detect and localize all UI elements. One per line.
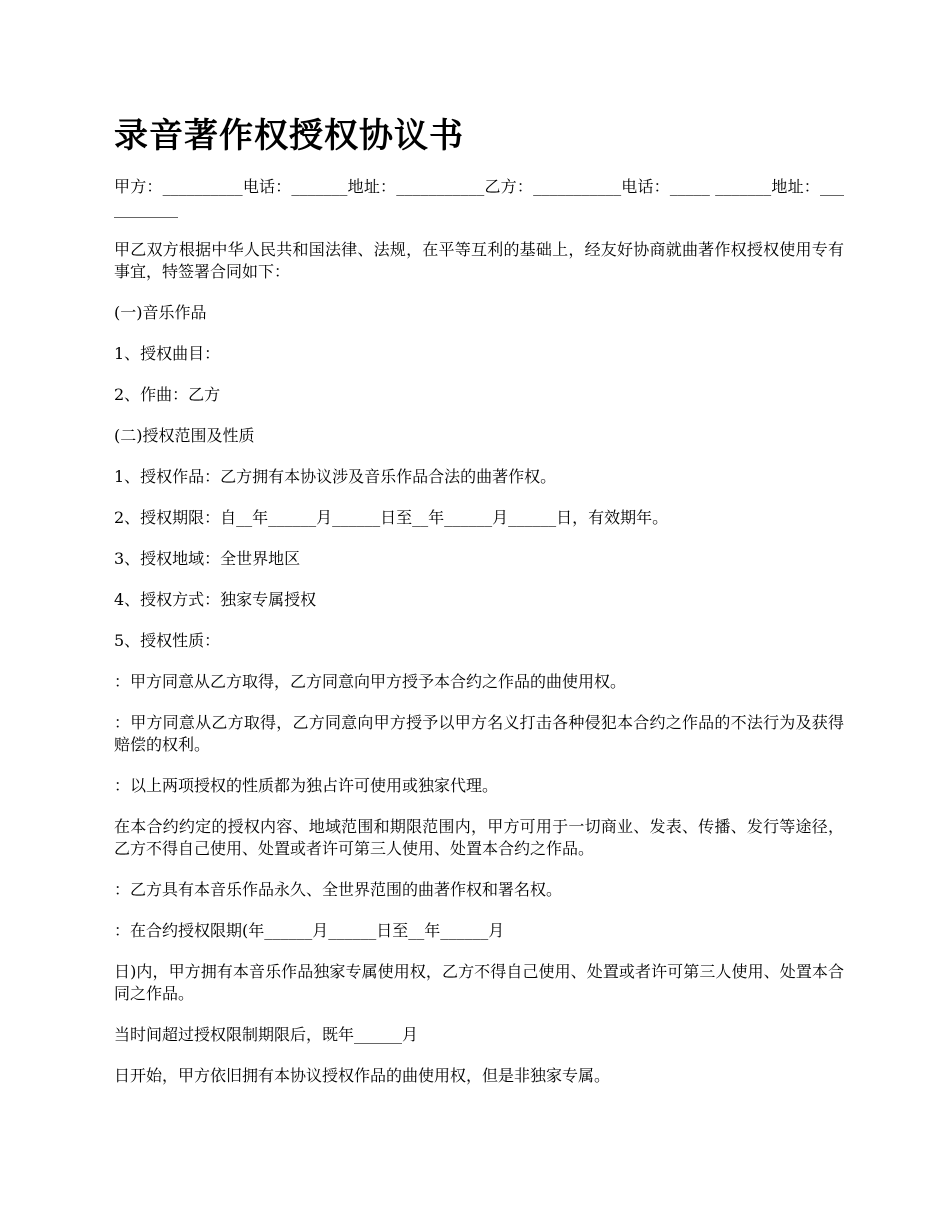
section-heading-music-work: (一)音乐作品 <box>114 303 207 322</box>
clause-term-start: ：在合约授权限期(年______月______日至__年______月 <box>114 921 505 940</box>
clause-usage-right: ：甲方同意从乙方取得，乙方同意向甲方授予本合约之作品的曲使用权。 <box>114 672 627 691</box>
section-heading-scope: (二)授权范围及性质 <box>114 426 255 445</box>
party-info-line: 甲方：__________电话：_______地址：___________乙方：___________电话：_____ _______地址：___________ <box>114 177 844 218</box>
clause-after-term: 当时间超过授权限制期限后，既年______月 <box>114 1025 419 1044</box>
clause-authorized-work: 1、授权作品：乙方拥有本协议涉及音乐作品合法的曲著作权。 <box>114 467 557 486</box>
document-page <box>114 112 844 1106</box>
clause-authorization-method: 4、授权方式：独家专属授权 <box>114 590 317 609</box>
clause-authorized-tracks: 1、授权曲目： <box>114 344 221 363</box>
clause-enforcement-right: ：甲方同意从乙方取得，乙方同意向甲方授予以甲方名义打击各种侵犯本合约之作品的不法行为及获得赔偿的权利。 <box>114 713 844 754</box>
clause-authorization-nature: 5、授权性质： <box>114 631 221 650</box>
clause-term-exclusive-use: 日)内，甲方拥有本音乐作品独家专属使用权，乙方不得自己使用、处置或者许可第三人使用、处置本合同之作品。 <box>114 962 844 1003</box>
clause-usage-scope: 在本合约约定的授权内容、地域范围和期限范围内，甲方可用于一切商业、发表、传播、发行等途径，乙方不得自己使用、处置或者许可第三人使用、处置本合约之作品。 <box>114 817 844 858</box>
clause-authorization-period: 2、授权期限：自__年______月______日至__年______月______日，有效期年。 <box>114 508 669 527</box>
clause-exclusive-license: ：以上两项授权的性质都为独占许可使用或独家代理。 <box>114 776 499 795</box>
document-title: 录音著作权授权协议书 <box>114 116 464 156</box>
preamble-paragraph: 甲乙双方根据中华人民共和国法律、法规，在平等互利的基础上，经友好协商就曲著作权授权使用专有事宜，特签署合同如下： <box>114 240 844 281</box>
clause-copyright-ownership: ：乙方具有本音乐作品永久、全世界范围的曲著作权和署名权。 <box>114 880 563 899</box>
clause-composer: 2、作曲：乙方 <box>114 385 221 404</box>
clause-non-exclusive: 日开始，甲方依旧拥有本协议授权作品的曲使用权，但是非独家专属。 <box>114 1066 611 1085</box>
clause-authorization-region: 3、授权地域：全世界地区 <box>114 549 301 568</box>
